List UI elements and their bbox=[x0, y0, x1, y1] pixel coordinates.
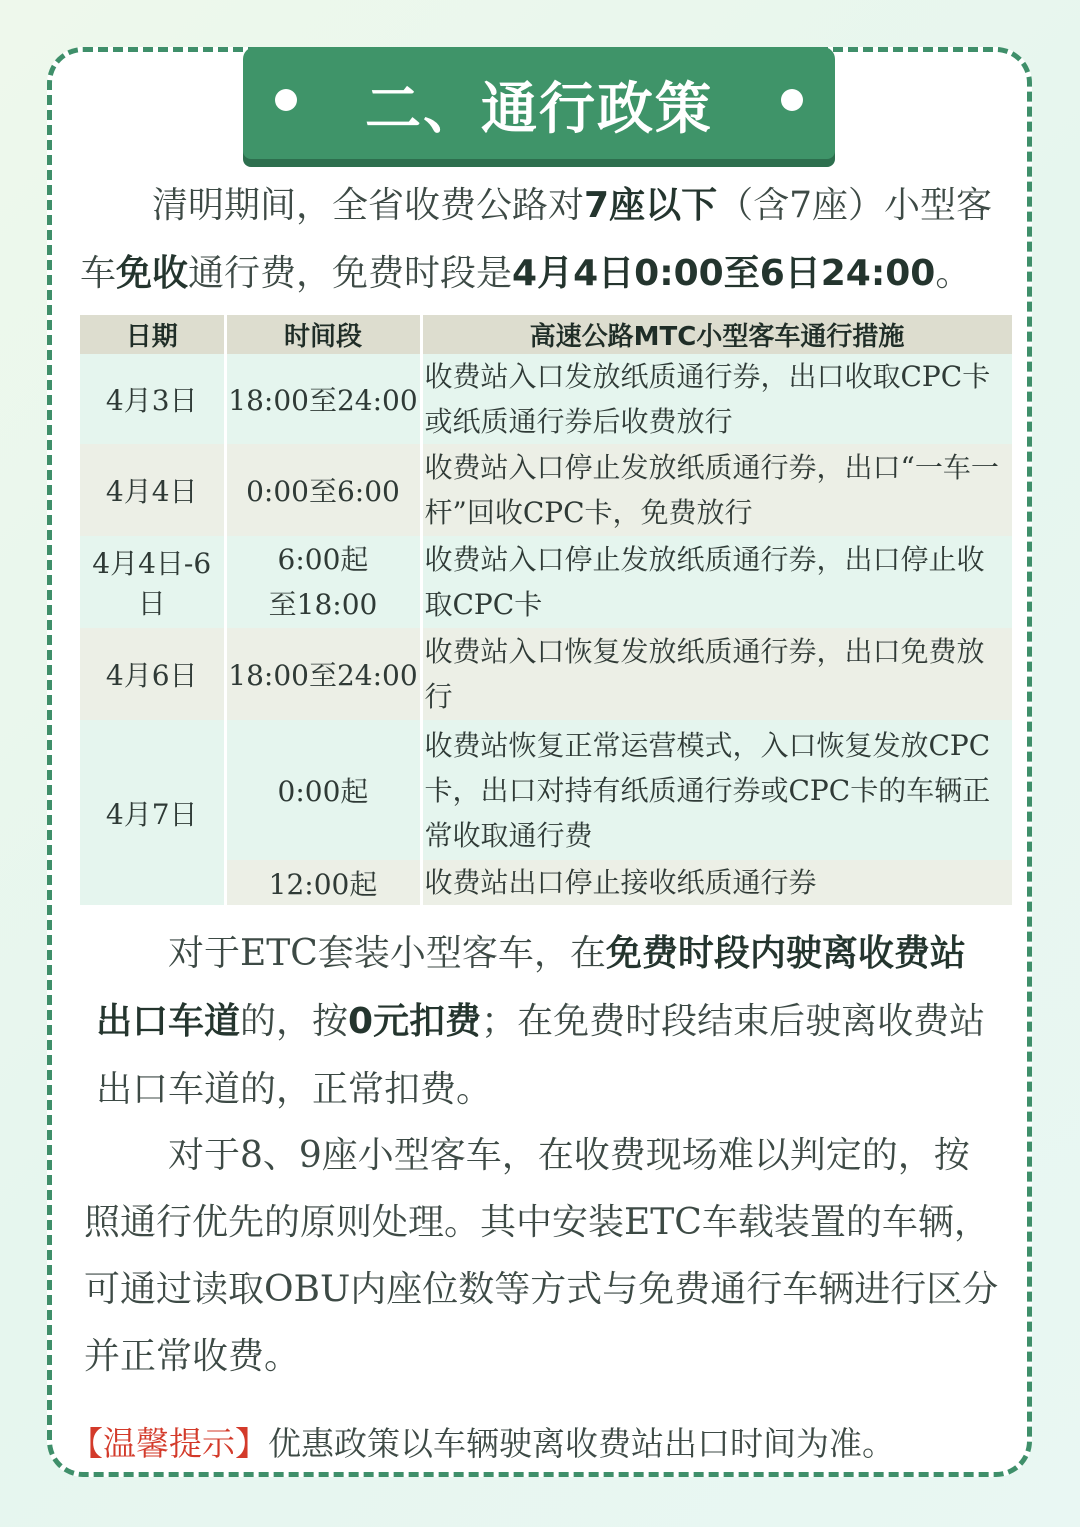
cell-time: 12:00起 bbox=[225, 860, 421, 905]
etc-text: 对于ETC套装小型客车，在 bbox=[168, 933, 606, 974]
table-row bbox=[80, 628, 1013, 720]
header-measure: 高速公路MTC小型客车通行措施 bbox=[421, 315, 1013, 354]
cell-time: 0:00至6:00 bbox=[225, 444, 421, 536]
intro-highlight-free: 免收 bbox=[116, 253, 189, 294]
intro-text: 清明期间，全省收费公路对 bbox=[152, 185, 585, 226]
cell-desc: 收费站入口停止发放纸质通行券，出口“一车一杆”回收CPC卡，免费放行 bbox=[421, 444, 1013, 536]
section-banner bbox=[243, 47, 835, 159]
cell-desc: 收费站入口发放纸质通行券，出口收取CPC卡或纸质通行券后收费放行 bbox=[421, 354, 1013, 444]
intro-paragraph bbox=[80, 172, 1005, 308]
table-row bbox=[80, 536, 1013, 628]
table-header-row bbox=[80, 315, 1013, 354]
etc-highlight-zero-fee: 0元扣费 bbox=[348, 1001, 482, 1042]
cell-desc: 收费站入口恢复发放纸质通行券，出口免费放行 bbox=[421, 628, 1013, 720]
cell-date: 4月3日 bbox=[80, 354, 225, 444]
cell-time: 0:00起 bbox=[225, 720, 421, 860]
header-date: 日期 bbox=[80, 315, 225, 354]
cell-time: 18:00至24:00 bbox=[225, 354, 421, 444]
intro-text: 。 bbox=[935, 253, 972, 294]
tip-text: 优惠政策以车辆驶离收费站出口时间为准。 bbox=[268, 1424, 895, 1463]
etc-text: ；在免费时段结束后驶离收费站出口车道的，正常扣费。 bbox=[96, 1001, 986, 1110]
cell-date: 4月7日 bbox=[80, 720, 225, 905]
seat-paragraph: 对于8、9座小型客车，在收费现场难以判定的，按照通行优先的原则处理。其中安装ETC车载装置的车辆，可通过读取OBU内座位数等方式与免费通行车辆进行区分并正常收费。 bbox=[84, 1135, 999, 1377]
table-row bbox=[80, 444, 1013, 536]
intro-highlight-period: 4月4日0:00至6日24:00 bbox=[512, 253, 936, 294]
cell-desc: 收费站恢复正常运营模式，入口恢复发放CPC卡，出口对持有纸质通行券或CPC卡的车辆正常收取通行费 bbox=[421, 720, 1013, 860]
cell-desc: 收费站入口停止发放纸质通行券，出口停止收取CPC卡 bbox=[421, 536, 1013, 628]
intro-text: 通行费，免费时段是 bbox=[188, 253, 513, 294]
cell-date: 4月4日 bbox=[80, 444, 225, 536]
header-time: 时间段 bbox=[225, 315, 421, 354]
table-row bbox=[80, 354, 1013, 444]
cell-time: 18:00至24:00 bbox=[225, 628, 421, 720]
section-title: 二、通行政策 bbox=[365, 77, 713, 142]
cell-desc: 收费站出口停止接收纸质通行券 bbox=[421, 860, 1013, 905]
cell-time: 6:00起至18:00 bbox=[225, 536, 421, 628]
etc-paragraph bbox=[96, 920, 1001, 1124]
tip-note bbox=[70, 1418, 1010, 1465]
cell-date: 4月4日-6日 bbox=[80, 536, 225, 628]
etc-highlight-exit: 免费时段内驶离收费站出口车道 bbox=[96, 933, 966, 1042]
intro-text: （含7座）小型客车 bbox=[80, 185, 992, 294]
bullet-dot-right bbox=[781, 89, 803, 111]
cell-date: 4月6日 bbox=[80, 628, 225, 720]
etc-text: 的，按 bbox=[240, 1001, 349, 1042]
tip-label: 【温馨提示】 bbox=[70, 1424, 268, 1463]
policy-table bbox=[80, 315, 1015, 905]
table-row bbox=[80, 720, 1013, 860]
intro-highlight-seats: 7座以下 bbox=[584, 185, 718, 226]
